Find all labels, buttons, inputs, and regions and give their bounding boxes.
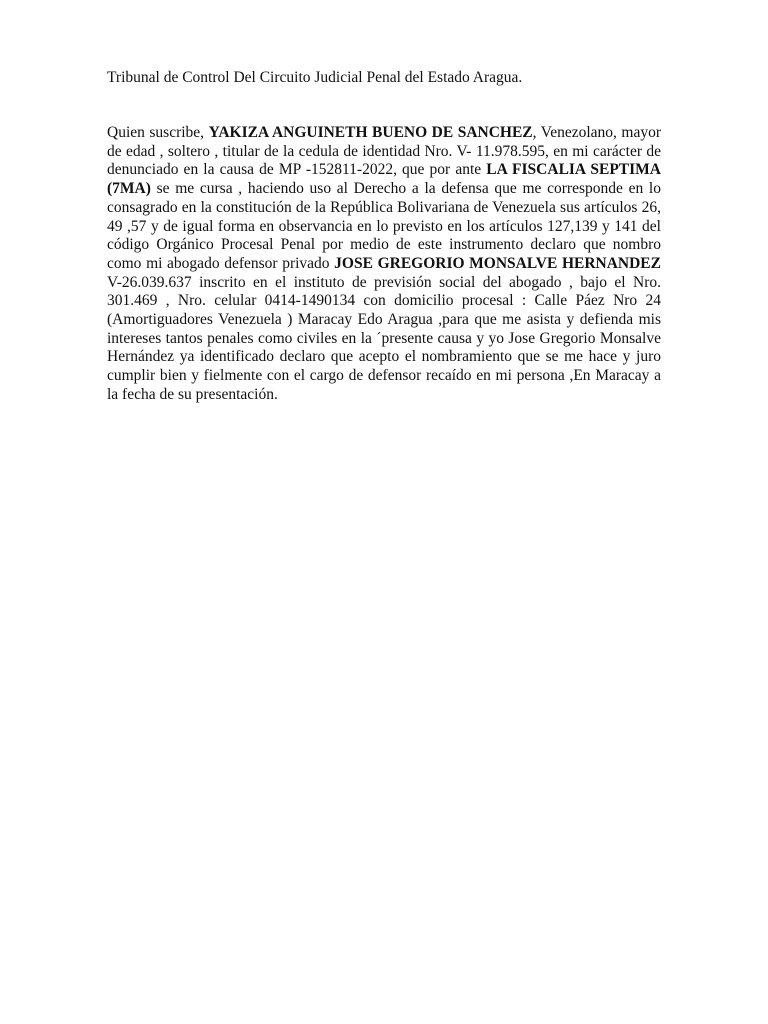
text-run: Quien suscribe, <box>107 124 209 141</box>
prosecutor-office: LA FISCALIA SEPTIMA (7MA) <box>107 161 662 198</box>
declarant-name: YAKIZA ANGUINETH BUENO DE SANCHEZ <box>208 124 533 141</box>
text-run: , Venezolano, mayor de edad , soltero , titular de la cedula de identidad Nro. V- 11.978.595, en mi carácter de denunciado en la causa de MP -152811-2022, que por ante <box>107 124 662 179</box>
attorney-name: JOSE GREGORIO MONSALVE HERNANDEZ <box>334 254 661 272</box>
text-run: V-26.039.637 inscrito en el instituto de previsión social del abogado , bajo el Nro. 301.469 , Nro. celular 0414-1490134 con domicilio procesal : Calle Páez Nro 24 (Amortiguadores Venezuela ) Maracay Edo Aragua ,para que me asista y defienda mis intereses tantos penales como civiles en la ´presente causa y yo Jose Gregorio Monsalve Hernández ya identificado declaro que acepto el nombramiento que se me hace y juro cumplir bien y fielmente con el cargo de defensor recaído en mi persona ,En Maracay a la fecha de su presentación. <box>107 273 661 403</box>
court-heading: Tribunal de Control Del Circuito Judicial Penal del Estado Aragua. <box>107 69 523 86</box>
declaration-paragraph <box>107 124 661 405</box>
text-run: se me cursa , haciendo uso al Derecho a la defensa que me corresponde en lo consagrado en la constitución de la República Bolivariana de Venezuela sus artículos 26, 49 ,57 y de igual forma en observancia en lo previsto en los artículos 127,139 y 141 del código Orgánico Procesal Penal por medio de este instrumento declaro que nombro como mi abogado defensor privado <box>107 180 661 272</box>
